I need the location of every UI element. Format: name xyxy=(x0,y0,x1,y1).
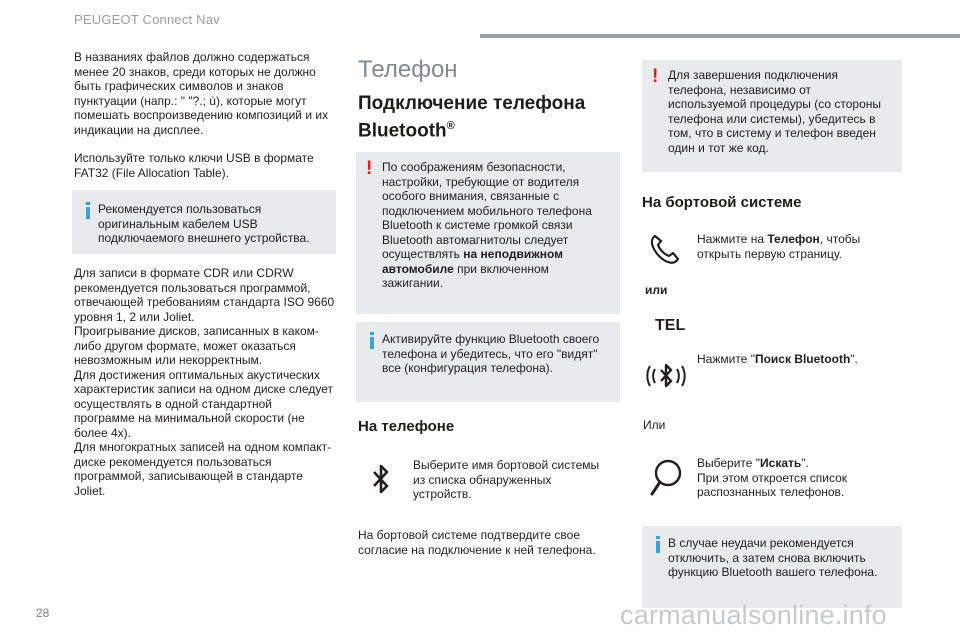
warning-box xyxy=(356,152,620,314)
step1-pre: Нажмите на xyxy=(697,232,768,246)
step2-post: ". xyxy=(850,352,858,366)
section-title: Телефон xyxy=(358,56,458,83)
info-text: В случае неудачи рекомендуется отключить, а затем снова включить функцию Bluetooth вашего телефона. xyxy=(668,536,878,579)
or-label-2: Или xyxy=(643,418,666,432)
step2-pre: Нажмите " xyxy=(697,352,755,366)
bluetooth-icon xyxy=(370,462,392,496)
subsection-title xyxy=(358,93,608,142)
info-box xyxy=(72,190,336,254)
warning-icon: ! xyxy=(652,66,659,87)
system-heading: На бортовой системе xyxy=(642,194,802,211)
warning-text-tail: при включенном зажигании. xyxy=(382,261,549,290)
warning-text xyxy=(382,160,610,291)
warning-text-main: По соображениям безопасности, настройки, требующие от водителя особого внимания, связанные с подключением мобильного телефона Bluetooth к системе громкой связи Bluetooth автомагнитолы следует осуществлять xyxy=(382,160,592,261)
search-icon xyxy=(646,456,686,500)
paragraph: Для достижения оптимальных акустических характеристик записи на одном диске следует осуществлять в одной стандартной программе на минимальной скорости (не более 4x). xyxy=(74,367,333,440)
phone-confirm-text: На бортовой системе подтвердите свое согласие на подключение к ней телефона. xyxy=(358,528,596,557)
page-number: 28 xyxy=(36,606,50,620)
header-bar xyxy=(480,34,960,38)
subsection-title-line2-wrap xyxy=(358,115,608,142)
subsection-title-line1: Подключение телефона xyxy=(358,93,586,114)
subsection-title-line2: Bluetooth xyxy=(358,120,447,142)
step1-text xyxy=(697,232,902,261)
left-column xyxy=(74,50,336,180)
step3-post: ". xyxy=(801,456,809,470)
step1-bold: Телефон xyxy=(767,232,820,246)
registered-mark: ® xyxy=(446,120,455,132)
warning-box xyxy=(642,60,902,172)
warning-icon: ! xyxy=(366,158,373,179)
step3-pre: Выберите " xyxy=(697,456,761,470)
step3-text xyxy=(697,456,902,500)
step2-text xyxy=(697,352,902,367)
paragraph: Используйте только ключи USB в формате FAT32 (File Allocation Table). xyxy=(74,151,314,180)
bluetooth-search-icon xyxy=(642,352,690,400)
step3-line2: При этом откроется список распознанных телефонов. xyxy=(697,470,848,499)
phone-step-text: Выберите имя бортовой системы из списка обнаруженных устройств. xyxy=(413,458,600,501)
step3-bold: Искать xyxy=(760,456,802,470)
info-text: Активируйте функцию Bluetooth своего телефона и убедитесь, что его "видят" все (конфигурация телефона). xyxy=(382,332,600,375)
paragraph: Для многократных записей на одном компакт-диске рекомендуется пользоваться программой, записывающей в стандарте Joliet. xyxy=(74,440,332,498)
info-icon xyxy=(656,536,660,558)
left-column-lower xyxy=(74,266,336,498)
paragraph: Проигрывание дисков, записанных в каком-либо другом формате, может оказаться невозможным или некорректным. xyxy=(74,324,319,367)
info-icon xyxy=(86,202,90,224)
phone-handset-icon xyxy=(648,232,682,266)
paragraph: В названиях файлов должно содержаться менее 20 знаков, среди которых не должно быть графических символов и знаков пунктуации (напр.: " "?.; ù), которые могут помешать воспроизведению композиций и их индикации на дисплее. xyxy=(74,50,329,137)
step1-post: , чтобы открыть первую страницу. xyxy=(697,232,861,261)
info-icon xyxy=(370,332,374,354)
info-box xyxy=(642,526,902,608)
warning-text-bold: на неподвижном автомобиле xyxy=(382,247,564,276)
step2-bold: Поиск Bluetooth xyxy=(754,352,851,366)
phone-heading: На телефоне xyxy=(358,418,455,435)
tel-label: TEL xyxy=(655,317,686,334)
or-label: или xyxy=(645,283,668,297)
info-text: Рекомендуется пользоваться оригинальным кабелем USB подключаемого внешнего устройства. xyxy=(98,202,310,245)
warning-text: Для завершения подключения телефона, независимо от используемой процедуры (со стороны телефона или системы), убедитесь в том, что в систему и телефон введен один и тот же код. xyxy=(668,68,881,155)
info-box xyxy=(356,322,620,402)
step3-line1 xyxy=(697,456,902,471)
paragraph: Для записи в формате CDR или CDRW рекомендуется пользоваться программой, отвечающей требованиям стандарта ISO 9660 уровня 1, 2 или Joliet. xyxy=(74,266,335,324)
header-title: PEUGEOT Connect Nav xyxy=(74,12,220,27)
watermark: carmanualsonline.info xyxy=(620,600,887,630)
